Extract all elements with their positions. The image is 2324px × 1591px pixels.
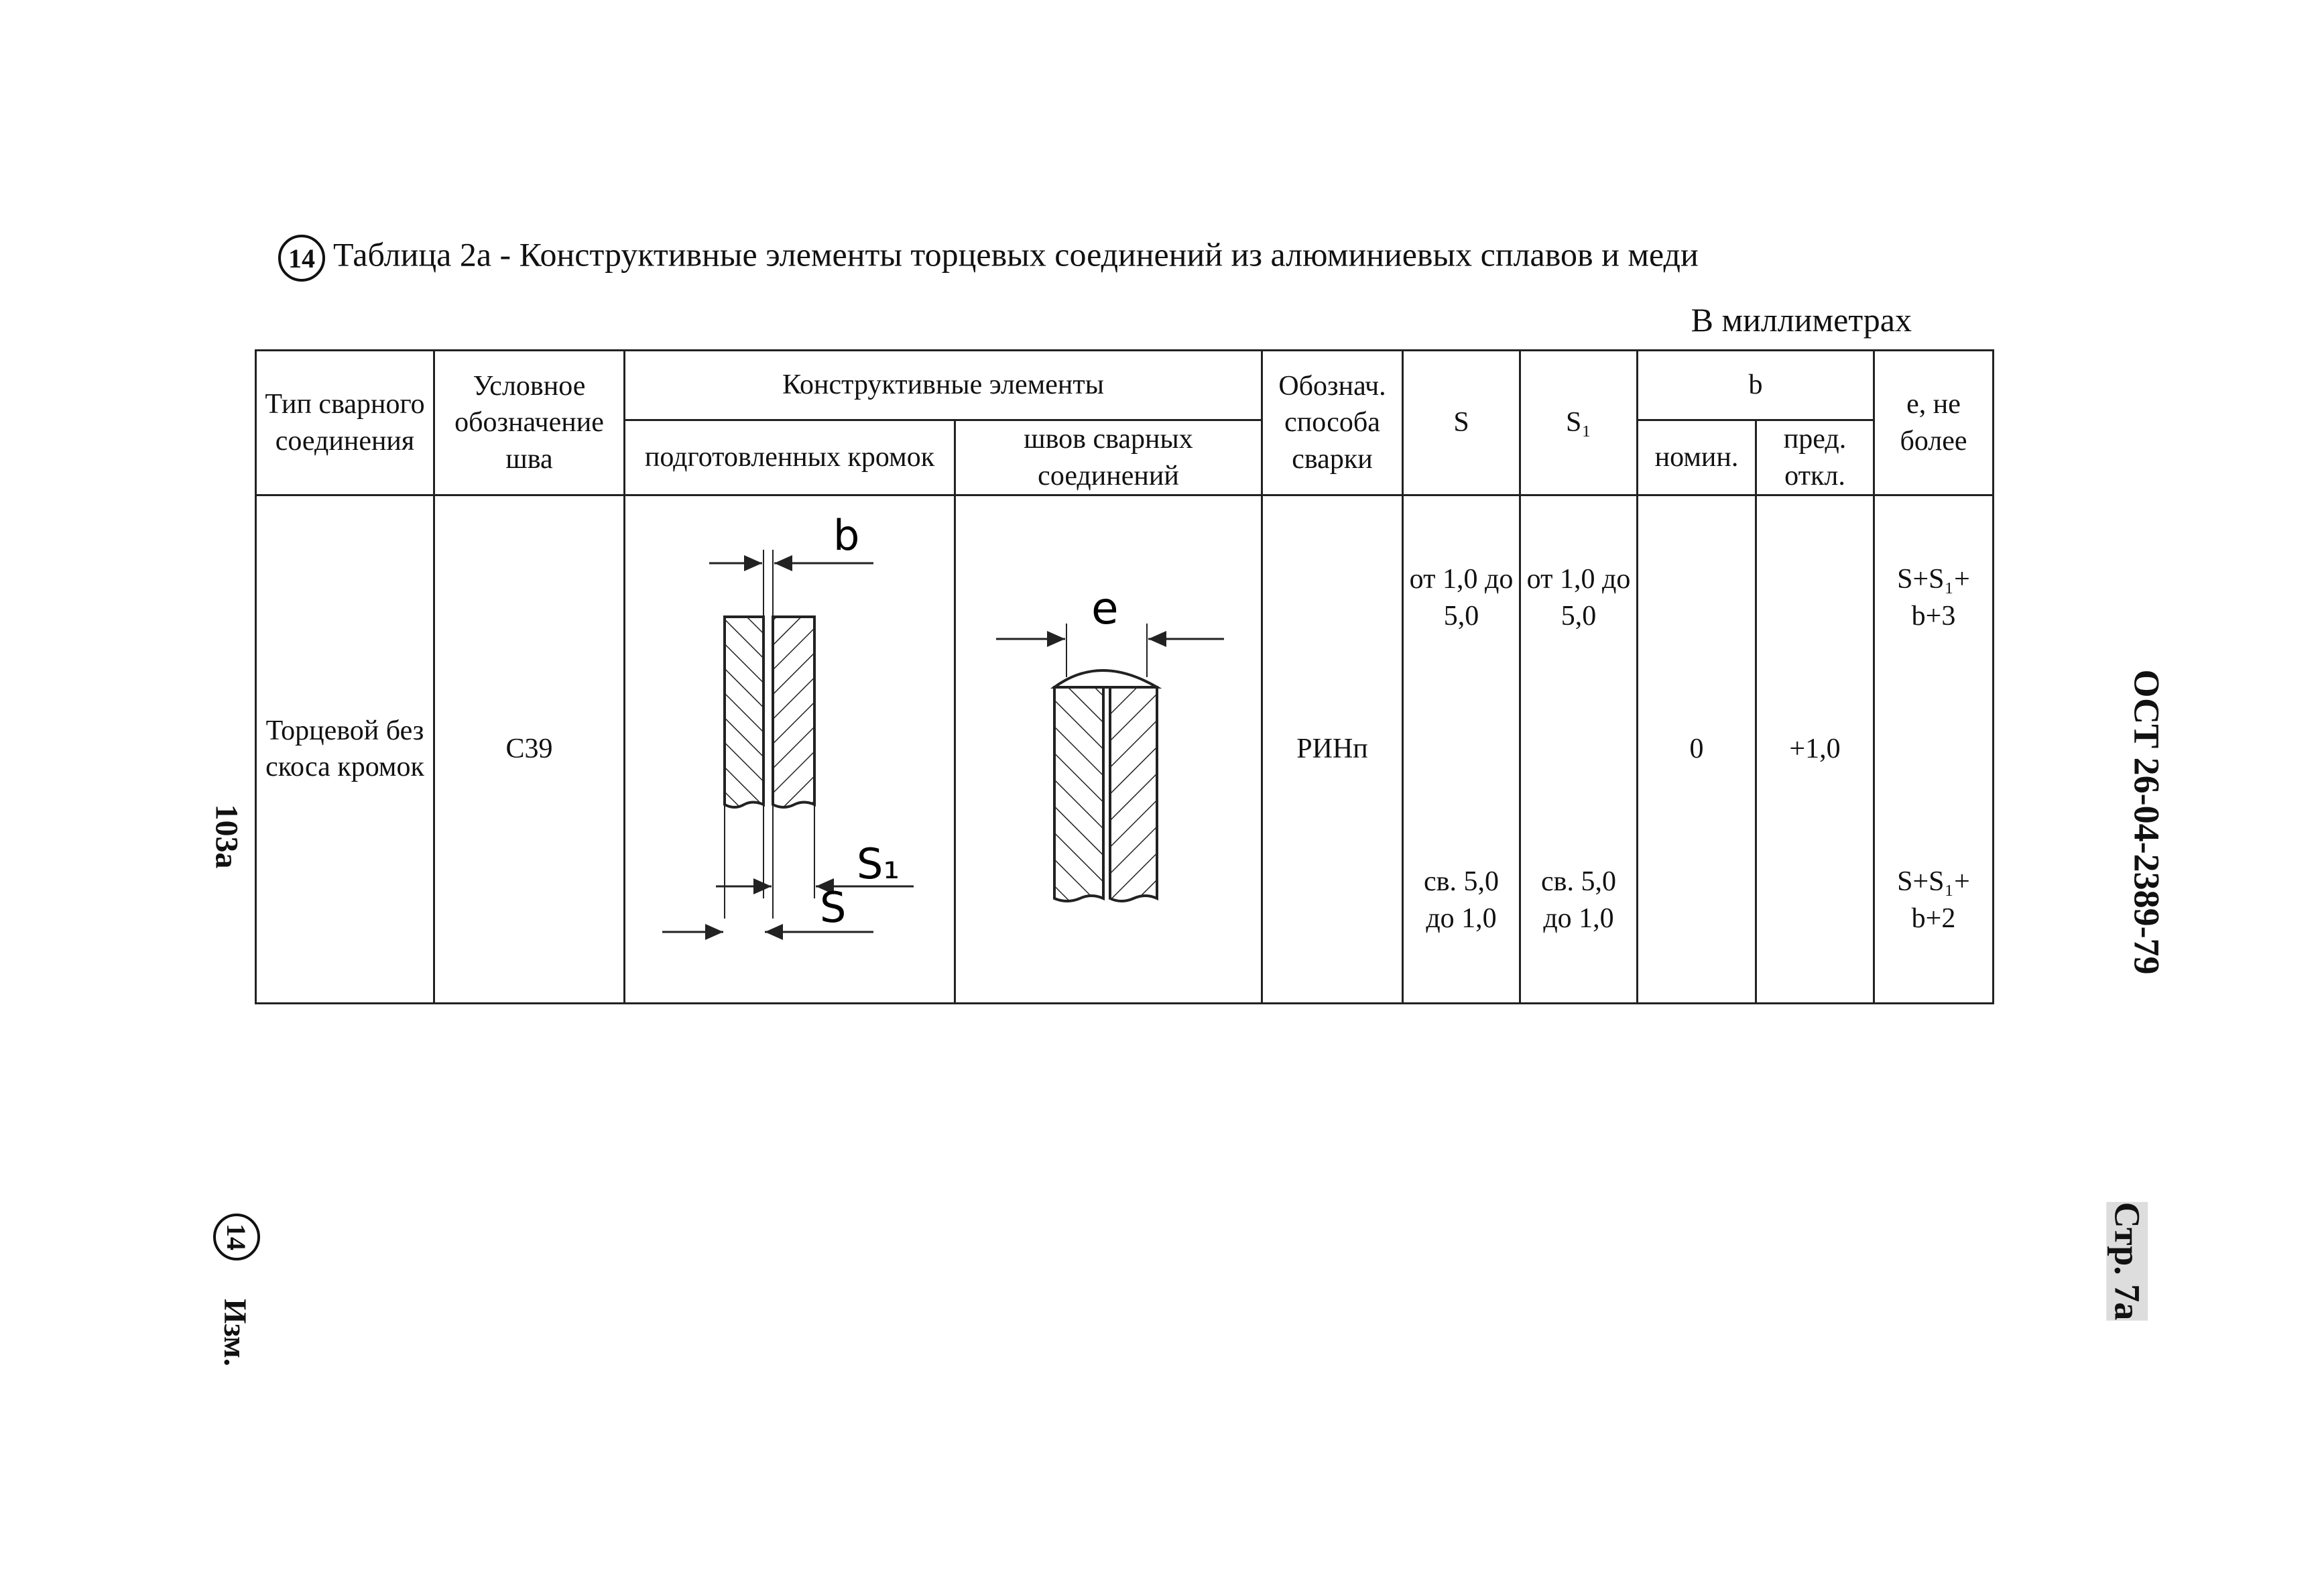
dim-label-s: S bbox=[820, 883, 847, 933]
cell-e bbox=[1874, 495, 1994, 1004]
s-range-top: от 1,0 до 5,0 bbox=[1409, 564, 1514, 632]
header-b-dev: пред. откл. bbox=[1756, 420, 1874, 495]
header-designation: Условное обозначение шва bbox=[434, 351, 625, 495]
dim-label-s1: S₁ bbox=[857, 839, 900, 889]
cell-method: РИНп bbox=[1262, 495, 1403, 1004]
cell-b-dev: +1,0 bbox=[1756, 495, 1874, 1004]
prepared-edges-drawing bbox=[625, 496, 954, 992]
e-top: S+S₁+ b+3 bbox=[1897, 564, 1970, 632]
dim-label-b: b bbox=[833, 511, 860, 561]
page-number-right: Стр. 7а bbox=[2107, 1201, 2148, 1321]
header-s1: S₁ bbox=[1520, 351, 1638, 495]
cell-s bbox=[1403, 495, 1520, 1004]
e-bottom: S+S₁+ b+2 bbox=[1897, 866, 1970, 934]
left-revision-badge bbox=[213, 1214, 260, 1260]
units-label: В миллиметрах bbox=[1691, 301, 1912, 339]
header-b-nom: номин. bbox=[1638, 420, 1756, 495]
weld-joint-drawing bbox=[956, 496, 1261, 992]
dim-label-e: e bbox=[1091, 583, 1119, 635]
s1-range-bottom: св. 5,0 до 1,0 bbox=[1541, 866, 1616, 934]
cell-prepared-drawing bbox=[625, 495, 955, 1004]
s-range-bottom: св. 5,0 до 1,0 bbox=[1424, 866, 1499, 934]
left-badge-text: 14 bbox=[213, 1214, 260, 1260]
revision-label: Изм. bbox=[217, 1299, 253, 1366]
header-s: S bbox=[1403, 351, 1520, 495]
header-welds: швов сварных соединений bbox=[955, 420, 1262, 495]
cell-weld-drawing bbox=[955, 495, 1262, 1004]
table-title bbox=[278, 235, 1699, 282]
header-type: Тип сварного соединения bbox=[256, 351, 434, 495]
revision-badge: 14 bbox=[278, 235, 325, 282]
cell-type: Торцевой без скоса кромок bbox=[256, 495, 434, 1004]
header-b: b bbox=[1638, 351, 1874, 420]
header-prepared: подготовленных кромок bbox=[625, 420, 955, 495]
page-number-left: 103а bbox=[208, 804, 245, 869]
title-text: Таблица 2а - Конструктивные элементы торцевых соединений из алюминиевых сплавов и меди bbox=[333, 235, 1699, 274]
s1-range-top: от 1,0 до 5,0 bbox=[1526, 564, 1631, 632]
header-elements: Конструктивные элементы bbox=[625, 351, 1262, 420]
cell-b-nom: 0 bbox=[1638, 495, 1756, 1004]
document-code: ОСТ 26-04-2389-79 bbox=[2126, 669, 2167, 975]
cell-s1 bbox=[1520, 495, 1638, 1004]
header-method: Обознач. способа сварки bbox=[1262, 351, 1403, 495]
header-e: е, не более bbox=[1874, 351, 1994, 495]
constructive-elements-table bbox=[255, 349, 1994, 1004]
cell-designation: С39 bbox=[434, 495, 625, 1004]
